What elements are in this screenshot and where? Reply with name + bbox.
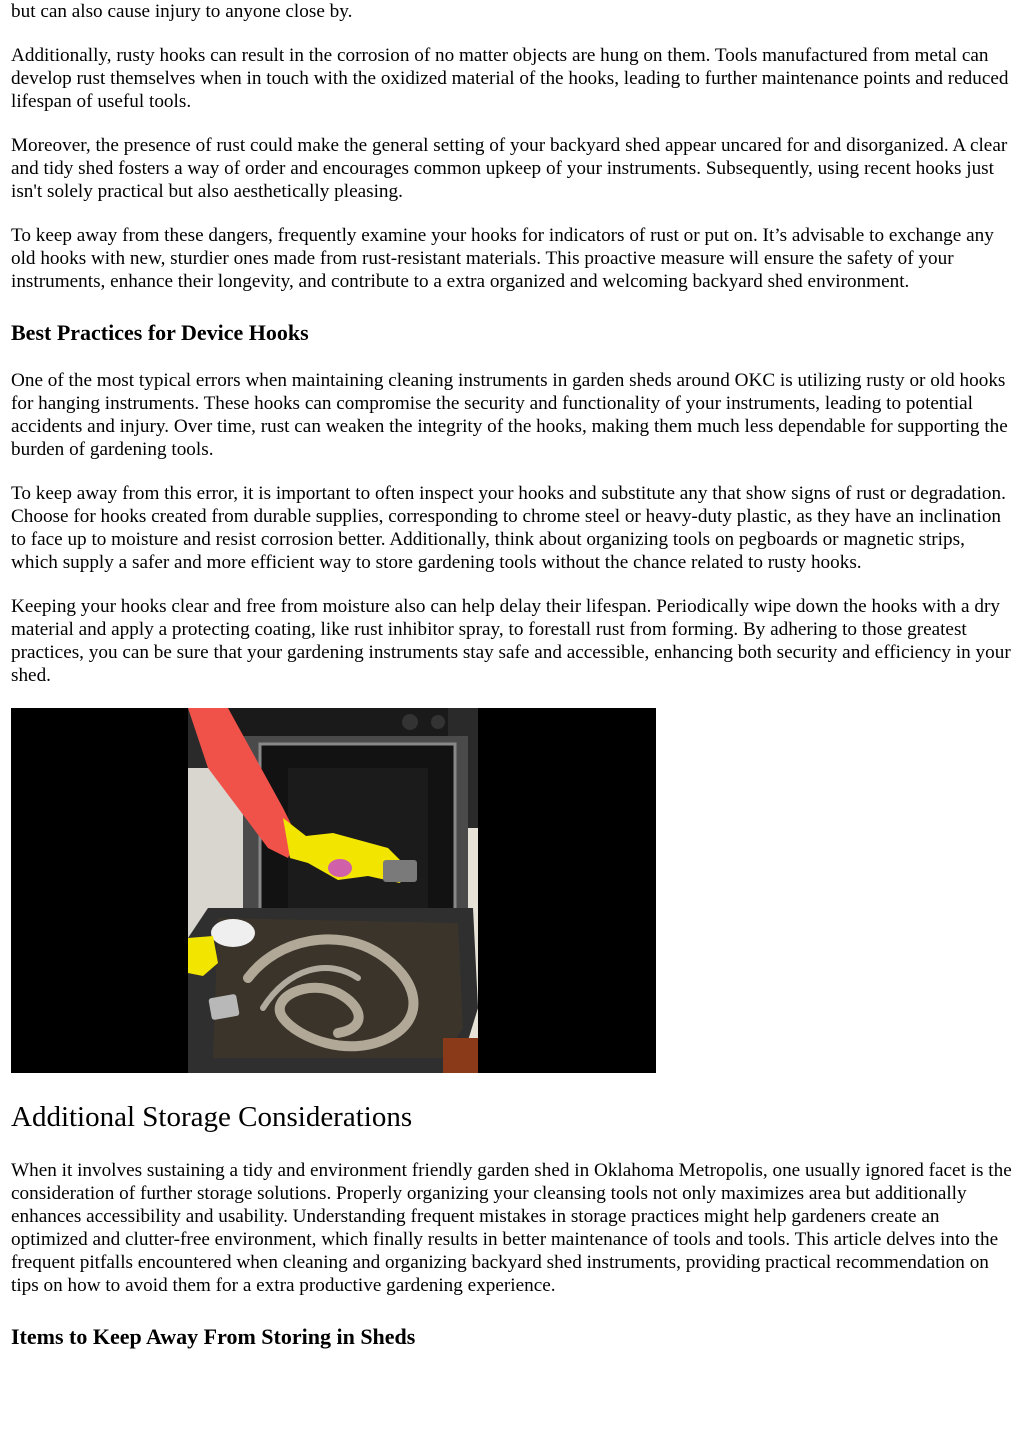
heading-best-practices: Best Practices for Device Hooks bbox=[11, 320, 309, 345]
intro-fragment: but can also cause injury to anyone close by. bbox=[11, 1, 353, 22]
paragraph-typical-errors: One of the most typical errors when maintaining cleaning instruments in garden sheds around OKC is utilizing rusty or old hooks for hanging instruments. These hooks can compromise the security and functionality of your instruments, leading to potential accidents and injury. Over time, rust can weaken the integrity of the hooks, making them much less dependable for supporting the burden of gardening tools. bbox=[11, 370, 1008, 460]
paragraph-rust-appearance: Moreover, the presence of rust could make the general setting of your backyard shed appear uncared for and disorganized. A clear and tidy shed fosters a way of order and encourages common upkeep of your instruments. Subsequently, using recent hooks just isn't solely practical but also aesthetically pleasing. bbox=[11, 135, 1008, 202]
paragraph-avoid-dangers: To keep away from these dangers, frequently examine your hooks for indicators of rust or put on. It’s advisable to exchange any old hooks with new, sturdier ones made from rust-resistant materials. This proactive measure will ensure the safety of your instruments, enhance their longevity, and contribute to a extra organized and welcoming backyard shed environment. bbox=[11, 225, 994, 292]
paragraph-rust-corrosion: Additionally, rusty hooks can result in the corrosion of no matter objects are hung on them. Tools manufactured from metal can develop rust themselves when in touch with the oxidized material of the hooks, leading to further maintenance points and reduced lifespan of useful tools. bbox=[11, 45, 1009, 112]
paragraph-additional-storage: When it involves sustaining a tidy and environment friendly garden shed in Oklahoma Metropolis, one usually ignored facet is the consideration of further storage solutions. Properly organizing your cleansing tools not only maximizes area but additionally enhances accessibility and usability. Understanding frequent mistakes in storage practices might help gardeners create an optimized and clutter-free environment, which finally results in better maintenance of tools and tools. This article delves into the frequent pitfalls encountered when cleaning and organizing backyard shed instruments, providing practical recommendation on tips on how to avoid them for a extra productive gardening experience. bbox=[11, 1160, 1012, 1296]
paragraph-inspect-hooks: To keep away from this error, it is important to often inspect your hooks and substitute any that show signs of rust or degradation. Choose for hooks created from durable supplies, corresponding to chrome steel or heavy-duty plastic, as they have an inclination to face up to moisture and resist corrosion better. Additionally, think about organizing tools on pegboards or magnetic strips, which supply a safer and more efficient way to store gardening tools without the chance related to rusty hooks. bbox=[11, 483, 1006, 573]
paragraph-keep-hooks-clear: Keeping your hooks clear and free from moisture also can help delay their lifespan. Periodically wipe down the hooks with a dry material and apply a protecting coating, like rust inhibitor spray, to forestall rust from forming. By adhering to those greatest practices, you can be sure that your gardening instruments stay safe and accessible, enhancing both security and efficiency in your shed. bbox=[11, 596, 1011, 686]
photo-frame bbox=[188, 708, 478, 1073]
oven-cleaning-illustration bbox=[188, 708, 478, 1073]
oven-cleaning-photo bbox=[11, 708, 656, 1073]
heading-additional-storage: Additional Storage Considerations bbox=[11, 1101, 413, 1133]
heading-items-to-avoid: Items to Keep Away From Storing in Sheds bbox=[11, 1324, 416, 1349]
